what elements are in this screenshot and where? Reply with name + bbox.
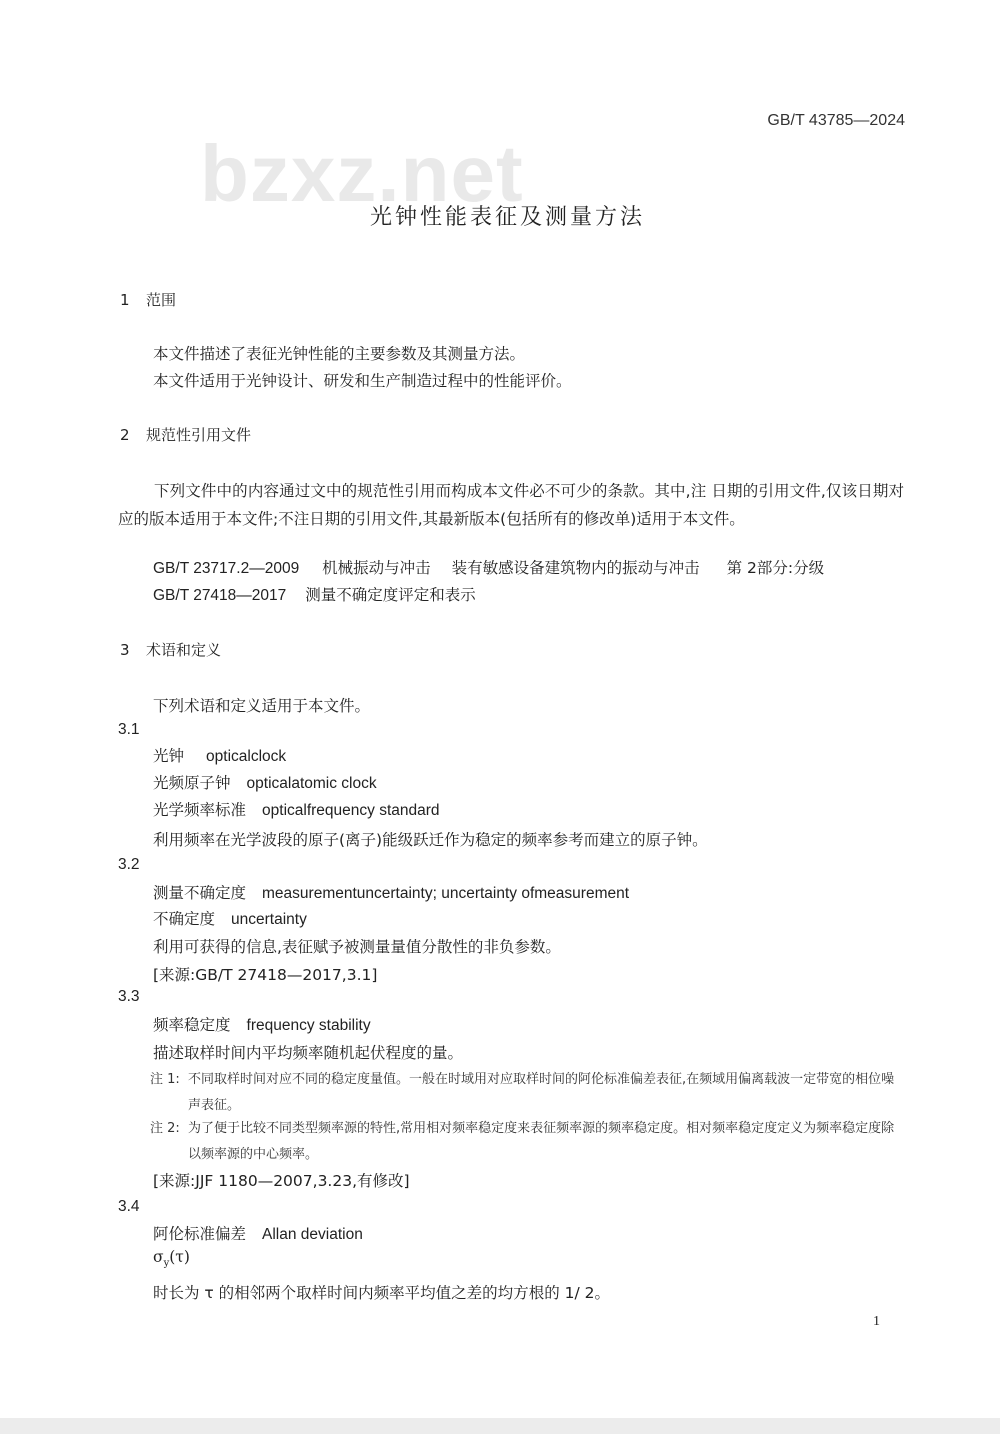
bottom-band xyxy=(0,1418,1000,1434)
term-chinese: 频率稳定度 xyxy=(153,1016,231,1034)
note-label: 注 1: xyxy=(150,1072,180,1087)
scope-line-1: 本文件描述了表征光钟性能的主要参数及其测量方法。 xyxy=(153,345,526,363)
section-number: 3 xyxy=(120,641,130,659)
watermark-logo: bzxz.net xyxy=(200,129,524,218)
term-entry xyxy=(153,744,286,766)
term-chinese: 光频原子钟 xyxy=(153,774,231,792)
term-definition: 利用可获得的信息,表征赋予被测量量值分散性的非负参数。 xyxy=(153,938,561,956)
term-entry xyxy=(153,1013,371,1035)
note-1 xyxy=(150,1067,904,1119)
term-definition: 利用频率在光学波段的原子(离子)能级跃迁作为稳定的频率参考而建立的原子钟。 xyxy=(153,831,708,849)
clause-number: 3.1 xyxy=(118,721,140,738)
section-number: 2 xyxy=(120,426,130,444)
clause-number: 3.3 xyxy=(118,988,140,1005)
term-chinese: 测量不确定度 xyxy=(153,884,247,902)
term-entry xyxy=(153,1222,363,1244)
reference-code: GB/T 27418—2017 xyxy=(153,587,287,604)
term-definition: 描述取样时间内平均频率随机起伏程度的量。 xyxy=(153,1044,464,1062)
terms-intro: 下列术语和定义适用于本文件。 xyxy=(153,697,371,715)
term-english: uncertainty xyxy=(231,911,307,928)
section-number: 1 xyxy=(120,291,130,309)
term-english: Allan deviation xyxy=(262,1226,363,1243)
page-number: 1 xyxy=(873,1314,880,1329)
reference-title: 测量不确定度评定和表示 xyxy=(305,586,476,604)
note-text: 为了便于比较不同类型频率源的特性,常用相对频率稳定度来表征频率源的频率稳定度。相对频率稳定度定义为频率稳定度除以频率源的中心频率。 xyxy=(188,1121,895,1162)
note-label: 注 2: xyxy=(150,1121,180,1136)
section-1-heading xyxy=(120,289,176,310)
section-2-heading xyxy=(120,424,251,445)
normative-references-paragraph: 下列文件中的内容通过文中的规范性引用而构成本文件必不可少的条款。其中,注 日期的引用文件,仅该日期对应的版本适用于本文件;不注日期的引用文件,其最新版本(包括所有的修改单)适用于本文件。 xyxy=(118,482,904,528)
term-english: opticalatomic clock xyxy=(246,775,377,792)
term-source: [来源:JJF 1180—2007,3.23,有修改] xyxy=(153,1172,410,1190)
section-title: 术语和定义 xyxy=(146,641,222,659)
term-chinese: 阿伦标准偏差 xyxy=(153,1225,247,1243)
term-symbol xyxy=(153,1248,190,1269)
symbol-subscript: y xyxy=(163,1258,170,1270)
term-chinese: 光钟 xyxy=(153,747,185,765)
note-2 xyxy=(150,1116,904,1168)
clause-number: 3.2 xyxy=(118,856,140,873)
term-definition: 时长为 τ 的相邻两个取样时间内频率平均值之差的均方根的 1/ 2。 xyxy=(153,1284,610,1302)
term-english: frequency stability xyxy=(246,1017,371,1034)
note-text: 不同取样时间对应不同的稳定度量值。一般在时域用对应取样时间的阿伦标准偏差表征,在频域用偏离载波一定带宽的相位噪声表征。 xyxy=(188,1072,895,1113)
term-source: [来源:GB/T 27418—2017,3.1] xyxy=(153,966,378,984)
term-english: opticalfrequency standard xyxy=(262,802,440,819)
section-title: 规范性引用文件 xyxy=(146,426,252,444)
term-entry xyxy=(153,881,629,903)
standard-code: GB/T 43785—2024 xyxy=(767,112,905,129)
section-3-heading xyxy=(120,639,221,660)
clause-number: 3.4 xyxy=(118,1198,140,1215)
section-title: 范围 xyxy=(146,291,177,309)
term-chinese: 光学频率标准 xyxy=(153,801,247,819)
reference-item xyxy=(153,556,824,578)
term-entry xyxy=(153,798,440,820)
document-title: 光钟性能表征及测量方法 xyxy=(369,205,645,230)
reference-code: GB/T 23717.2—2009 xyxy=(153,560,300,577)
symbol-argument: (τ) xyxy=(169,1248,190,1266)
term-entry xyxy=(153,771,377,793)
reference-title: 机械振动与冲击 xyxy=(322,559,431,577)
reference-item xyxy=(153,583,476,605)
symbol-base: σ xyxy=(153,1248,164,1266)
term-chinese: 不确定度 xyxy=(153,910,216,928)
reference-part: 第 2部分:分级 xyxy=(726,559,825,577)
term-english: measurementuncertainty; uncertainty ofmeasurement xyxy=(262,885,630,902)
reference-subtitle: 装有敏感设备建筑物内的振动与冲击 xyxy=(451,559,700,577)
scope-line-2: 本文件适用于光钟设计、研发和生产制造过程中的性能评价。 xyxy=(153,372,572,390)
term-entry xyxy=(153,907,307,929)
term-english: opticalclock xyxy=(206,748,287,765)
